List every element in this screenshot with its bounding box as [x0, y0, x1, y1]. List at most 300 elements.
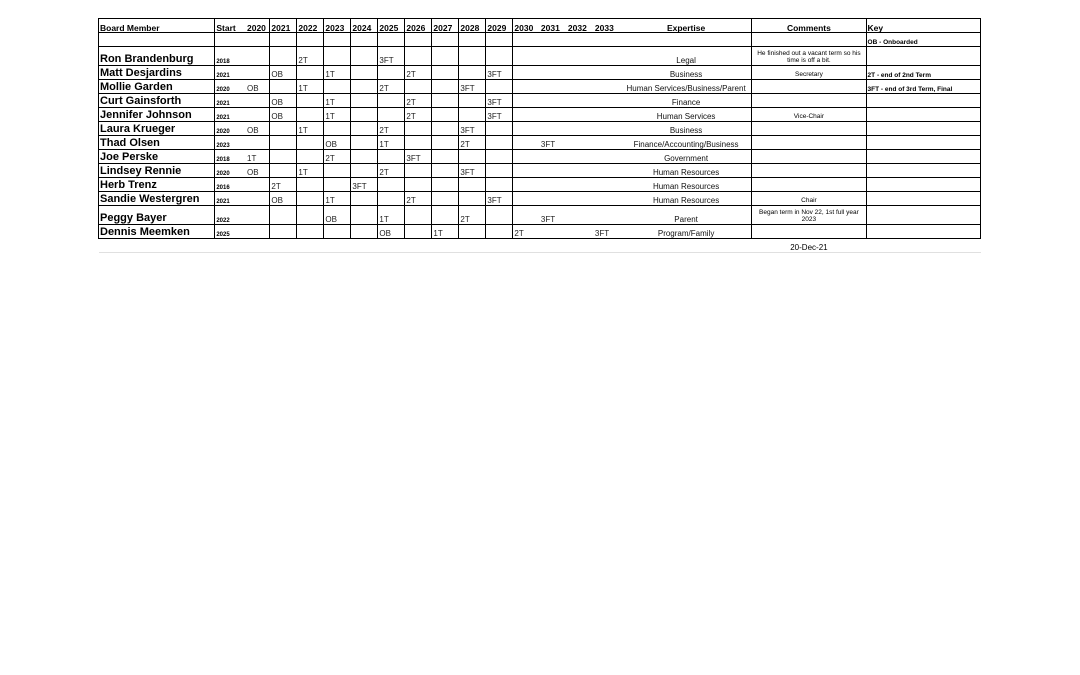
term-cell [378, 178, 405, 192]
term-cell [459, 94, 486, 108]
key-cell: 3FT - end of 3rd Term, Final [866, 80, 980, 94]
term-cell [432, 192, 459, 206]
term-cell [297, 66, 324, 80]
term-cell [432, 94, 459, 108]
term-cell: OB [270, 108, 297, 122]
key-cell: 2T - end of 2nd Term [866, 66, 980, 80]
term-cell [459, 192, 486, 206]
member-name: Mollie Garden [99, 80, 215, 94]
term-cell [594, 178, 621, 192]
term-cell [540, 33, 567, 47]
header-year-2027: 2027 [432, 19, 459, 33]
term-cell [567, 178, 594, 192]
table-row [99, 206, 981, 225]
term-cell [324, 80, 351, 94]
term-cell: 1T [378, 206, 405, 225]
expertise-cell: Human Services/Business/Parent [621, 80, 752, 94]
term-cell [270, 136, 297, 150]
term-cell [378, 192, 405, 206]
term-cell [297, 225, 324, 239]
term-cell [432, 164, 459, 178]
member-name: Dennis Meemken [99, 225, 215, 239]
term-cell [297, 192, 324, 206]
term-cell: 2T [405, 66, 432, 80]
expertise-cell: Government [621, 150, 752, 164]
term-cell: 1T [378, 136, 405, 150]
term-cell [246, 192, 270, 206]
term-cell [432, 136, 459, 150]
comment-cell [752, 225, 866, 239]
term-cell [246, 108, 270, 122]
term-cell [540, 122, 567, 136]
term-cell [432, 150, 459, 164]
table-row [99, 108, 981, 122]
start-year: 2025 [215, 225, 246, 239]
start-year: 2020 [215, 122, 246, 136]
term-cell [405, 47, 432, 66]
board-term-table [98, 18, 981, 253]
term-cell: 3FT [405, 150, 432, 164]
term-cell [351, 66, 378, 80]
table-row [99, 122, 981, 136]
header-start: Start [215, 19, 246, 33]
term-cell: 2T [513, 225, 540, 239]
comment-cell [752, 80, 866, 94]
term-cell: 3FT [486, 94, 513, 108]
term-cell: OB [270, 66, 297, 80]
term-cell [324, 33, 351, 47]
term-cell [567, 94, 594, 108]
term-cell [405, 225, 432, 239]
term-cell [351, 122, 378, 136]
comment-cell [752, 33, 866, 47]
term-cell: 3FT [486, 108, 513, 122]
term-cell: 2T [459, 136, 486, 150]
member-name: Ron Brandenburg [99, 47, 215, 66]
term-cell [351, 192, 378, 206]
key-cell [866, 136, 980, 150]
term-cell [486, 47, 513, 66]
term-cell: OB [270, 192, 297, 206]
term-cell [594, 108, 621, 122]
term-cell [540, 164, 567, 178]
term-cell [351, 80, 378, 94]
key-cell [866, 225, 980, 239]
table-body [99, 33, 981, 253]
header-year-2028: 2028 [459, 19, 486, 33]
expertise-cell: Human Resources [621, 164, 752, 178]
term-cell [486, 206, 513, 225]
term-cell [540, 47, 567, 66]
term-cell [513, 206, 540, 225]
term-cell [270, 206, 297, 225]
table-row [99, 80, 981, 94]
term-cell [540, 80, 567, 94]
term-cell [270, 150, 297, 164]
term-cell [324, 178, 351, 192]
term-cell [246, 47, 270, 66]
term-cell: 2T [324, 150, 351, 164]
term-cell: 1T [324, 192, 351, 206]
expertise-cell: Program/Family [621, 225, 752, 239]
term-cell: 2T [378, 164, 405, 178]
table-row [99, 66, 981, 80]
term-cell [459, 33, 486, 47]
term-cell [540, 108, 567, 122]
term-cell [486, 80, 513, 94]
term-cell [540, 150, 567, 164]
term-cell [513, 164, 540, 178]
term-cell: OB [270, 94, 297, 108]
term-cell [351, 164, 378, 178]
member-name: Matt Desjardins [99, 66, 215, 80]
term-cell [246, 225, 270, 239]
empty-cell [297, 239, 324, 253]
term-cell: 2T [378, 122, 405, 136]
term-cell [513, 33, 540, 47]
member-name: Sandie Westergren [99, 192, 215, 206]
term-cell [297, 206, 324, 225]
comment-cell: Chair [752, 192, 866, 206]
term-cell [486, 150, 513, 164]
key-cell [866, 150, 980, 164]
term-cell [459, 66, 486, 80]
member-name: Curt Gainsforth [99, 94, 215, 108]
term-cell [378, 94, 405, 108]
comment-cell [752, 136, 866, 150]
term-cell [405, 206, 432, 225]
term-cell [324, 122, 351, 136]
start-year: 2023 [215, 136, 246, 150]
term-cell [486, 33, 513, 47]
expertise-cell: Business [621, 122, 752, 136]
start-year [215, 33, 246, 47]
term-cell [432, 33, 459, 47]
term-cell [297, 108, 324, 122]
table-row [99, 225, 981, 239]
key-cell [866, 122, 980, 136]
term-cell [459, 108, 486, 122]
term-cell [567, 66, 594, 80]
term-cell: 1T [324, 108, 351, 122]
term-cell [594, 206, 621, 225]
start-year: 2020 [215, 80, 246, 94]
term-cell [270, 47, 297, 66]
term-cell: 3FT [459, 80, 486, 94]
comment-cell: Vice-Chair [752, 108, 866, 122]
header-year-2020: 2020 [246, 19, 270, 33]
term-cell [246, 94, 270, 108]
comment-cell [752, 178, 866, 192]
empty-cell [459, 239, 486, 253]
term-cell [378, 33, 405, 47]
term-cell [378, 66, 405, 80]
term-cell [540, 66, 567, 80]
term-cell [432, 206, 459, 225]
term-cell [540, 225, 567, 239]
key-cell [866, 192, 980, 206]
start-year: 2021 [215, 94, 246, 108]
term-cell [567, 192, 594, 206]
term-cell: OB [246, 122, 270, 136]
term-cell [297, 178, 324, 192]
term-cell [513, 136, 540, 150]
table-row [99, 178, 981, 192]
term-cell [459, 150, 486, 164]
key-cell [866, 206, 980, 225]
term-cell [270, 225, 297, 239]
member-name: Jennifer Johnson [99, 108, 215, 122]
header-comments: Comments [752, 19, 866, 33]
table-row [99, 192, 981, 206]
term-cell: 1T [297, 122, 324, 136]
empty-cell [215, 239, 246, 253]
empty-cell [513, 239, 540, 253]
term-cell [567, 47, 594, 66]
expertise-cell: Finance/Accounting/Business [621, 136, 752, 150]
header-year-2021: 2021 [270, 19, 297, 33]
term-cell [567, 122, 594, 136]
empty-cell [99, 239, 215, 253]
term-cell: OB [324, 136, 351, 150]
term-cell [351, 136, 378, 150]
comment-cell: He finished out a vacant term so his time is off a bit. [752, 47, 866, 66]
header-year-2024: 2024 [351, 19, 378, 33]
term-cell [567, 225, 594, 239]
term-cell: OB [378, 225, 405, 239]
term-cell [324, 47, 351, 66]
table-row [99, 164, 981, 178]
term-cell [246, 33, 270, 47]
comment-cell: Secretary [752, 66, 866, 80]
term-cell: 2T [405, 108, 432, 122]
table-row [99, 33, 981, 47]
empty-cell [621, 239, 752, 253]
term-cell [246, 206, 270, 225]
term-cell [513, 47, 540, 66]
term-cell: 3FT [378, 47, 405, 66]
key-cell: OB - Onboarded [866, 33, 980, 47]
term-cell [459, 178, 486, 192]
term-cell [594, 150, 621, 164]
term-cell [324, 164, 351, 178]
term-cell [567, 80, 594, 94]
term-cell [594, 192, 621, 206]
header-year-2025: 2025 [378, 19, 405, 33]
term-cell [594, 80, 621, 94]
term-cell [351, 206, 378, 225]
expertise-cell: Parent [621, 206, 752, 225]
term-cell [351, 33, 378, 47]
empty-cell [405, 239, 432, 253]
term-cell [351, 94, 378, 108]
term-cell [567, 206, 594, 225]
revision-date: 20-Dec-21 [752, 239, 866, 253]
term-cell [513, 122, 540, 136]
term-cell [594, 94, 621, 108]
term-cell [351, 150, 378, 164]
term-cell [405, 122, 432, 136]
term-cell [540, 178, 567, 192]
term-cell [405, 164, 432, 178]
header-key: Key [866, 19, 980, 33]
term-cell [486, 136, 513, 150]
term-cell: 2T [378, 80, 405, 94]
term-cell [513, 66, 540, 80]
term-cell: OB [324, 206, 351, 225]
empty-cell [432, 239, 459, 253]
header-year-2033: 2033 [594, 19, 621, 33]
expertise-cell: Human Services [621, 108, 752, 122]
term-cell [567, 136, 594, 150]
start-year: 2021 [215, 66, 246, 80]
key-cell [866, 47, 980, 66]
term-cell: 2T [405, 94, 432, 108]
table-row [99, 47, 981, 66]
member-name: Lindsey Rennie [99, 164, 215, 178]
term-cell [459, 225, 486, 239]
comment-cell [752, 122, 866, 136]
term-cell [486, 164, 513, 178]
key-cell [866, 164, 980, 178]
empty-cell [378, 239, 405, 253]
comment-cell [752, 164, 866, 178]
term-cell [270, 33, 297, 47]
term-cell [594, 33, 621, 47]
header-year-2023: 2023 [324, 19, 351, 33]
start-year: 2022 [215, 206, 246, 225]
start-year: 2016 [215, 178, 246, 192]
term-cell [351, 225, 378, 239]
term-cell [594, 47, 621, 66]
empty-cell [540, 239, 567, 253]
term-cell [405, 178, 432, 192]
term-cell [351, 108, 378, 122]
term-cell: 3FT [459, 122, 486, 136]
start-year: 2021 [215, 108, 246, 122]
term-cell [486, 122, 513, 136]
term-cell [567, 108, 594, 122]
start-year: 2018 [215, 150, 246, 164]
expertise-cell [621, 33, 752, 47]
member-name: Peggy Bayer [99, 206, 215, 225]
header-year-2029: 2029 [486, 19, 513, 33]
table-row [99, 94, 981, 108]
expertise-cell: Finance [621, 94, 752, 108]
header-row [99, 19, 981, 33]
term-cell [459, 47, 486, 66]
key-cell [866, 94, 980, 108]
header-year-2032: 2032 [567, 19, 594, 33]
term-cell [432, 178, 459, 192]
start-year: 2018 [215, 47, 246, 66]
empty-cell [270, 239, 297, 253]
term-cell [567, 33, 594, 47]
expertise-cell: Business [621, 66, 752, 80]
term-cell [486, 178, 513, 192]
term-cell: 1T [432, 225, 459, 239]
header-expertise: Expertise [621, 19, 752, 33]
member-name: Thad Olsen [99, 136, 215, 150]
term-cell [297, 136, 324, 150]
term-cell: 2T [297, 47, 324, 66]
empty-cell [594, 239, 621, 253]
footer-row [99, 239, 981, 253]
term-cell [513, 178, 540, 192]
term-cell: 3FT [459, 164, 486, 178]
term-cell [567, 150, 594, 164]
term-cell [405, 33, 432, 47]
start-year: 2021 [215, 192, 246, 206]
term-cell: 3FT [486, 66, 513, 80]
member-name: Laura Krueger [99, 122, 215, 136]
term-cell [594, 122, 621, 136]
term-cell [297, 94, 324, 108]
term-cell [270, 80, 297, 94]
term-cell [378, 150, 405, 164]
term-cell: 1T [297, 164, 324, 178]
empty-cell [486, 239, 513, 253]
member-name [99, 33, 215, 47]
comment-cell: Began term in Nov 22, 1st full year 2023 [752, 206, 866, 225]
term-cell [324, 225, 351, 239]
term-cell: OB [246, 80, 270, 94]
term-cell: 3FT [540, 136, 567, 150]
empty-cell [246, 239, 270, 253]
term-cell [594, 66, 621, 80]
term-cell [513, 192, 540, 206]
term-cell [594, 164, 621, 178]
term-cell [378, 108, 405, 122]
term-cell [432, 122, 459, 136]
term-cell [405, 80, 432, 94]
term-cell: 2T [459, 206, 486, 225]
empty-cell [351, 239, 378, 253]
term-cell: 3FT [594, 225, 621, 239]
key-cell [866, 178, 980, 192]
table-row [99, 150, 981, 164]
term-cell: 3FT [540, 206, 567, 225]
term-cell [486, 225, 513, 239]
term-cell [567, 164, 594, 178]
term-cell: 3FT [351, 178, 378, 192]
term-cell [405, 136, 432, 150]
term-cell [513, 150, 540, 164]
term-cell [432, 47, 459, 66]
key-cell [866, 108, 980, 122]
header-year-2022: 2022 [297, 19, 324, 33]
term-cell [297, 150, 324, 164]
term-cell: 1T [297, 80, 324, 94]
term-cell [594, 136, 621, 150]
member-name: Joe Perske [99, 150, 215, 164]
term-cell [351, 47, 378, 66]
term-cell [540, 94, 567, 108]
term-cell [270, 122, 297, 136]
header-board-member: Board Member [99, 19, 215, 33]
expertise-cell: Legal [621, 47, 752, 66]
start-year: 2020 [215, 164, 246, 178]
term-cell [246, 136, 270, 150]
member-name: Herb Trenz [99, 178, 215, 192]
term-cell [297, 33, 324, 47]
expertise-cell: Human Resources [621, 178, 752, 192]
term-cell [246, 66, 270, 80]
term-cell [432, 108, 459, 122]
empty-cell [324, 239, 351, 253]
comment-cell [752, 150, 866, 164]
term-cell: 2T [405, 192, 432, 206]
